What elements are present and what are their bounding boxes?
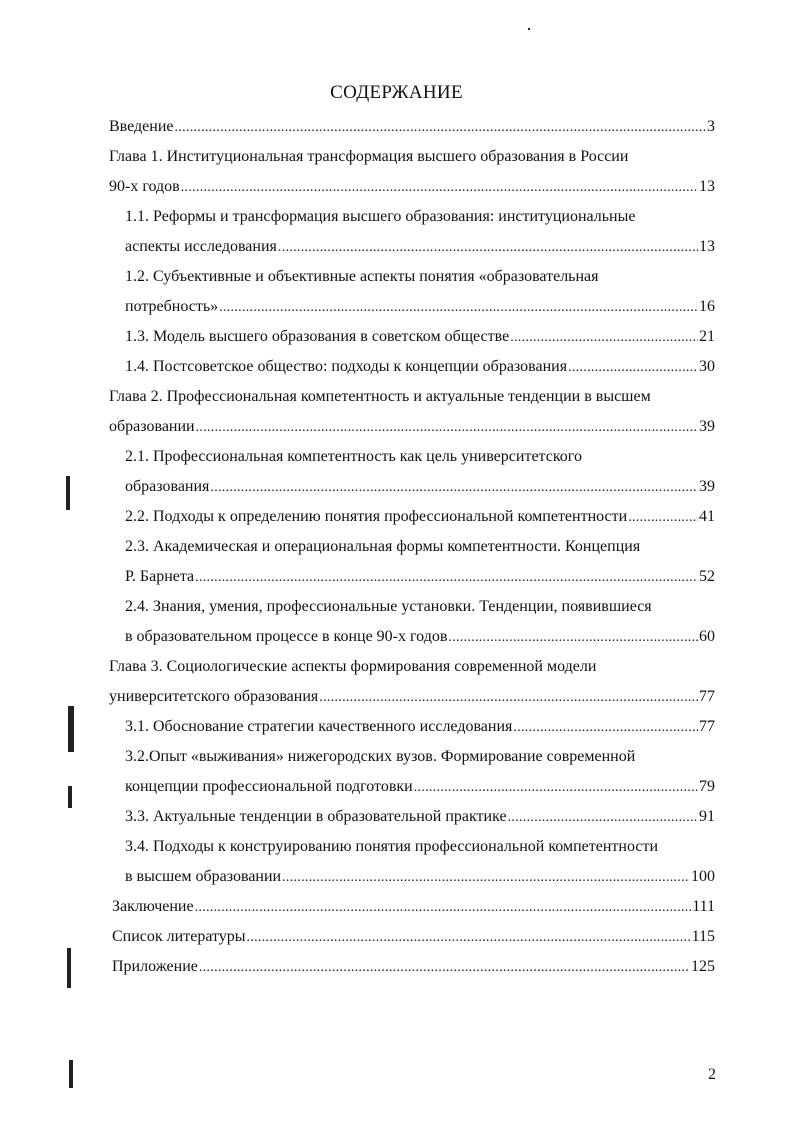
toc-entry-3-4[interactable] <box>125 836 658 858</box>
dot-leader <box>508 806 698 829</box>
scan-artifact <box>67 948 71 988</box>
toc-entry-page: 125 <box>691 958 715 975</box>
toc-entry-text: Глава 1. Институциональная трансформация высшего образования в России <box>109 148 629 165</box>
toc-entry-page: 13 <box>699 238 715 255</box>
toc-entry-1-3[interactable] <box>125 326 715 348</box>
toc-entry-text: образования <box>125 478 210 495</box>
page-title: СОДЕРЖАНИЕ <box>330 82 463 103</box>
dot-leader <box>282 866 690 889</box>
toc-entry-introduction[interactable] <box>109 116 715 138</box>
toc-entry-text: 3.4. Подходы к конструированию понятия профессиональной компетентности <box>125 838 659 855</box>
toc-entry-text: университетского образования <box>109 688 319 705</box>
toc-entry-page: 39 <box>699 478 715 495</box>
toc-entry-text: Глава 3. Социологические аспекты формирования современной модели <box>109 658 597 675</box>
toc-entry-text: 3.3. Актуальные тенденции в образовательной практике <box>125 808 507 825</box>
toc-entry-text: концепции профессиональной подготовки <box>125 778 413 795</box>
dot-leader <box>247 926 691 949</box>
dot-leader <box>510 326 698 349</box>
toc-entry-page: 3 <box>707 118 715 135</box>
toc-entry-chapter-2-cont[interactable] <box>109 416 715 438</box>
toc-entry-text: в образовательном процессе в конце 90-х годов <box>125 628 448 645</box>
dot-leader <box>568 356 698 379</box>
toc-entry-3-2[interactable] <box>125 746 635 768</box>
toc-entry-1-1-cont[interactable] <box>125 236 715 258</box>
dot-leader <box>210 476 698 499</box>
toc-entry-text: Р. Барнета <box>125 568 195 585</box>
scan-artifact <box>69 1060 73 1088</box>
dot-leader <box>195 896 692 919</box>
toc-entry-text: Список литературы <box>112 928 246 945</box>
dot-leader <box>448 626 698 649</box>
toc-entry-chapter-1[interactable] <box>109 146 628 168</box>
toc-entry-text: Введение <box>109 118 174 135</box>
toc-entry-text: 2.2. Подходы к определению понятия профессиональной компетентности <box>125 508 628 525</box>
scan-artifact <box>68 786 72 808</box>
toc-entry-2-3[interactable] <box>125 536 640 558</box>
toc-entry-page: 77 <box>699 718 715 735</box>
toc-entry-3-1[interactable] <box>125 716 715 738</box>
toc-entry-appendix[interactable] <box>112 956 715 978</box>
toc-entry-page: 39 <box>699 418 715 435</box>
toc-entry-text: 90-х годов <box>109 178 180 195</box>
toc-entry-2-1-cont[interactable] <box>125 476 715 498</box>
toc-entry-chapter-1-cont[interactable] <box>109 176 715 198</box>
toc-entry-text: Приложение <box>112 958 198 975</box>
toc-entry-page: 52 <box>699 568 715 585</box>
toc-entry-text: в высшем образовании <box>125 868 282 885</box>
toc-entry-page: 111 <box>692 898 715 915</box>
toc-entry-text: 1.2. Субъективные и объективные аспекты понятия «образовательная <box>125 268 599 285</box>
toc-entry-page: 79 <box>699 778 715 795</box>
dot-leader <box>199 956 690 979</box>
toc-entry-page: 115 <box>691 928 715 945</box>
toc-entry-text: 1.4. Постсоветское общество: подходы к концепции образования <box>125 358 568 375</box>
toc-entry-1-2-cont[interactable] <box>125 296 715 318</box>
toc-entry-page: 21 <box>699 328 715 345</box>
toc-entry-chapter-2[interactable] <box>109 386 651 408</box>
toc-entry-3-4-cont[interactable] <box>125 866 715 888</box>
dot-leader <box>175 116 707 139</box>
toc-entry-page: 16 <box>699 298 715 315</box>
toc-entry-text: Глава 2. Профессиональная компетентность и актуальные тенденции в высшем <box>109 388 651 405</box>
scan-artifact <box>68 706 74 752</box>
toc-entry-2-4[interactable] <box>125 596 652 618</box>
dot-leader <box>196 416 698 439</box>
toc-entry-text: 2.3. Академическая и операциональная формы компетентности. Концепция <box>125 538 641 555</box>
toc-entry-text: Заключение <box>112 898 194 915</box>
toc-entry-page: 100 <box>691 868 715 885</box>
toc-entry-text: 2.1. Профессиональная компетентность как цель университетского <box>125 448 582 465</box>
dot-leader <box>414 776 698 799</box>
toc-entry-2-4-cont[interactable] <box>125 626 715 648</box>
toc-entry-2-1[interactable] <box>125 446 582 468</box>
dot-leader <box>181 176 698 199</box>
toc-entry-1-2[interactable] <box>125 266 599 288</box>
dot-leader <box>278 236 698 259</box>
toc-entry-page: 30 <box>699 358 715 375</box>
toc-entry-page: 77 <box>699 688 715 705</box>
dot-leader <box>195 566 698 589</box>
scan-artifact <box>66 476 70 510</box>
toc-entry-page: 91 <box>699 808 715 825</box>
toc-entry-page: 13 <box>699 178 715 195</box>
toc-entry-chapter-3-cont[interactable] <box>109 686 715 708</box>
toc-entry-text: аспекты исследования <box>125 238 277 255</box>
toc-entry-3-2-cont[interactable] <box>125 776 715 798</box>
toc-entry-text: 1.3. Модель высшего образования в советском обществе <box>125 328 510 345</box>
scan-artifact <box>528 28 530 30</box>
dot-leader <box>513 716 698 739</box>
dot-leader <box>628 506 698 529</box>
toc-entry-text: потребность» <box>125 298 219 315</box>
dot-leader <box>319 686 698 709</box>
toc-entry-page: 41 <box>699 508 715 525</box>
dot-leader <box>219 296 698 319</box>
toc-entry-references[interactable] <box>112 926 715 948</box>
toc-entry-2-2[interactable] <box>125 506 715 528</box>
toc-entry-text: 3.1. Обоснование стратегии качественного исследования <box>125 718 513 735</box>
toc-entry-text: 2.4. Знания, умения, профессиональные установки. Тенденции, появившиеся <box>125 598 652 615</box>
toc-entry-text: образовании <box>109 418 195 435</box>
toc-entry-page: 60 <box>699 628 715 645</box>
toc-entry-3-3[interactable] <box>125 806 715 828</box>
toc-entry-1-4[interactable] <box>125 356 715 378</box>
toc-entry-2-3-cont[interactable] <box>125 566 715 588</box>
toc-entry-text: 3.2.Опыт «выживания» нижегородских вузов. Формирование современной <box>125 748 636 765</box>
toc-entry-conclusion[interactable] <box>112 896 715 918</box>
toc-entry-text: 1.1. Реформы и трансформация высшего образования: институциональные <box>125 208 636 225</box>
toc-entry-1-1[interactable] <box>125 206 635 228</box>
page-number: 2 <box>708 1066 716 1083</box>
toc-entry-chapter-3[interactable] <box>109 656 596 678</box>
